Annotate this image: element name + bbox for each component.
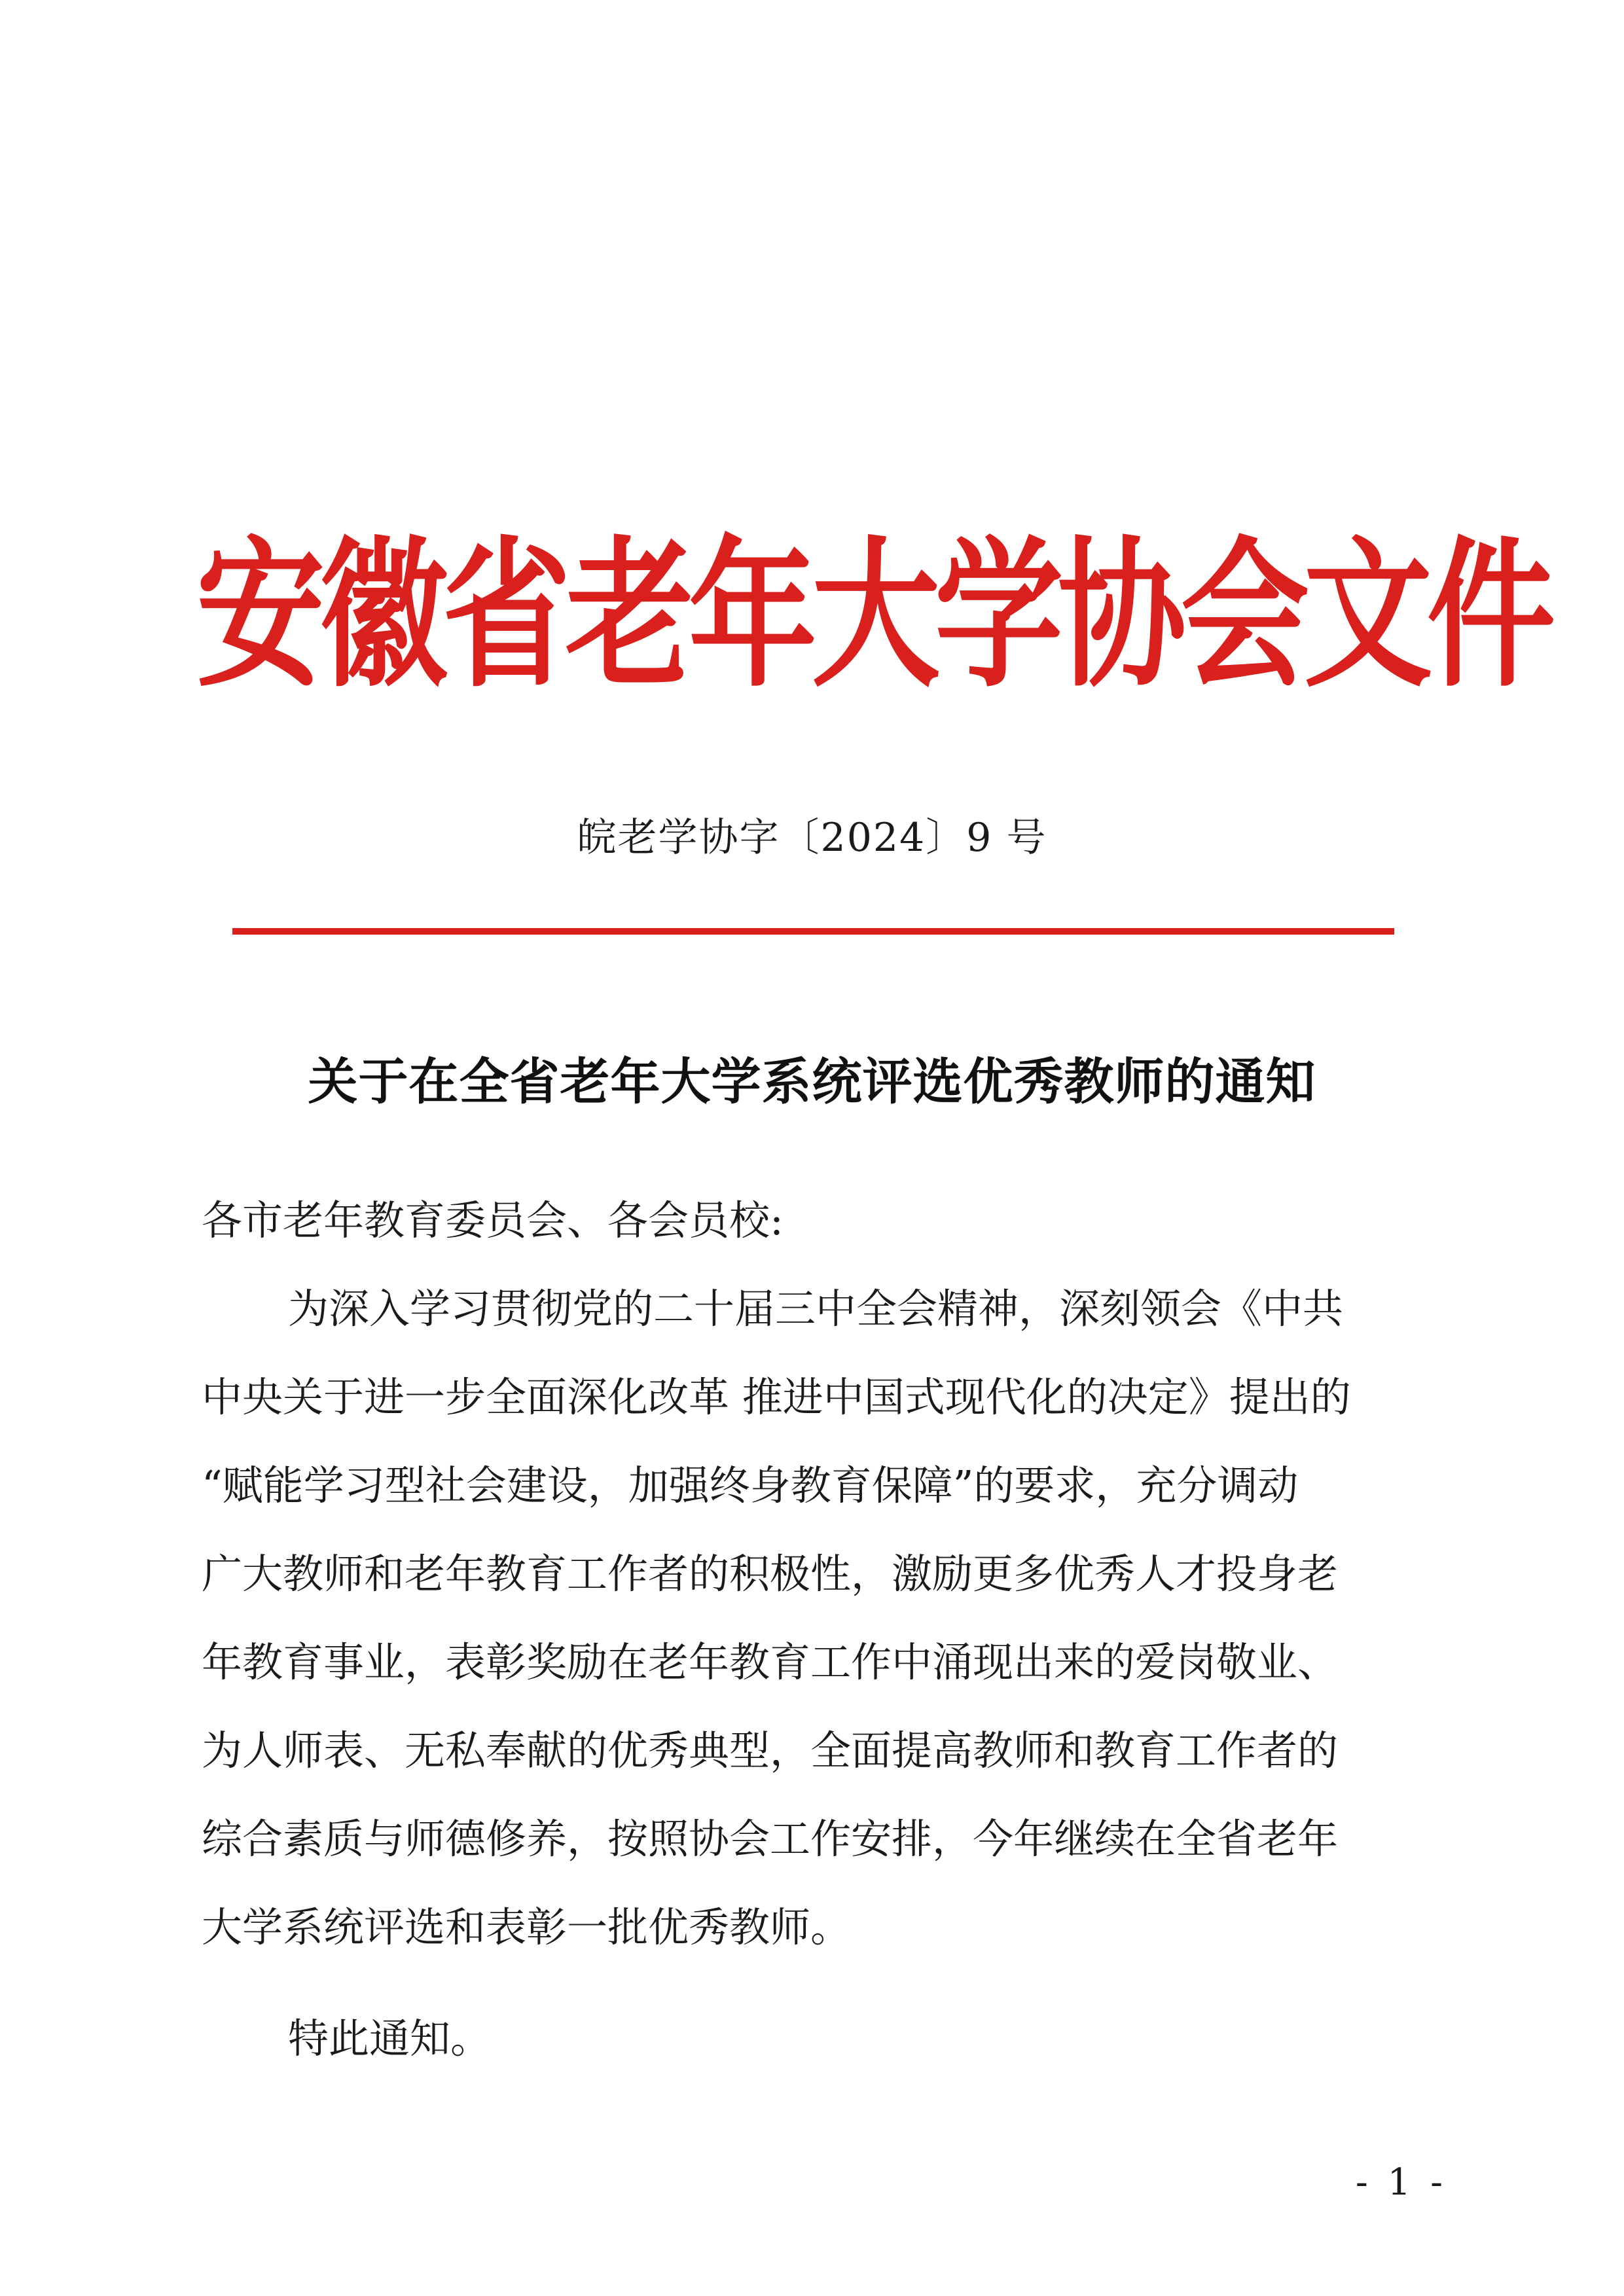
notice-title: 关于在全省老年大学系统评选优秀教师的通知 [308,1052,1316,1111]
body-line-7: 综合素质与师德修养，按照协会工作安排，今年继续在全省老年 [202,1815,1339,1863]
body-line-6: 为人师表、无私奉献的优秀典型，全面提高教师和教育工作者的 [202,1727,1339,1774]
red-divider-line [232,928,1394,935]
body-line-8: 大学系统评选和表彰一批优秀教师。 [202,1903,852,1951]
org-header-title: 安徽省老年大学协会文件 [196,521,1551,709]
document-number: 皖老学协字〔2024〕9 号 [577,815,1047,861]
body-line-4: 广大教师和老年教育工作者的积极性，激励更多优秀人才投身老 [202,1550,1339,1598]
body-line-1: 为深入学习贯彻党的二十届三中全会精神，深刻领会《中共 [288,1285,1344,1333]
body-line-3: “赋能学习型社会建设，加强终身教育保障”的要求，充分调动 [202,1462,1299,1509]
body-line-5: 年教育事业，表彰奖励在老年教育工作中涌现出来的爱岗敬业、 [202,1638,1339,1686]
closing-line: 特此通知。 [288,2015,492,2062]
salutation: 各市老年教育委员会、各会员校: [202,1196,784,1244]
body-line-2: 中央关于进一步全面深化改革 推进中国式现代化的决定》提出的 [202,1373,1351,1421]
page-number: - 1 - [1355,2161,1447,2204]
